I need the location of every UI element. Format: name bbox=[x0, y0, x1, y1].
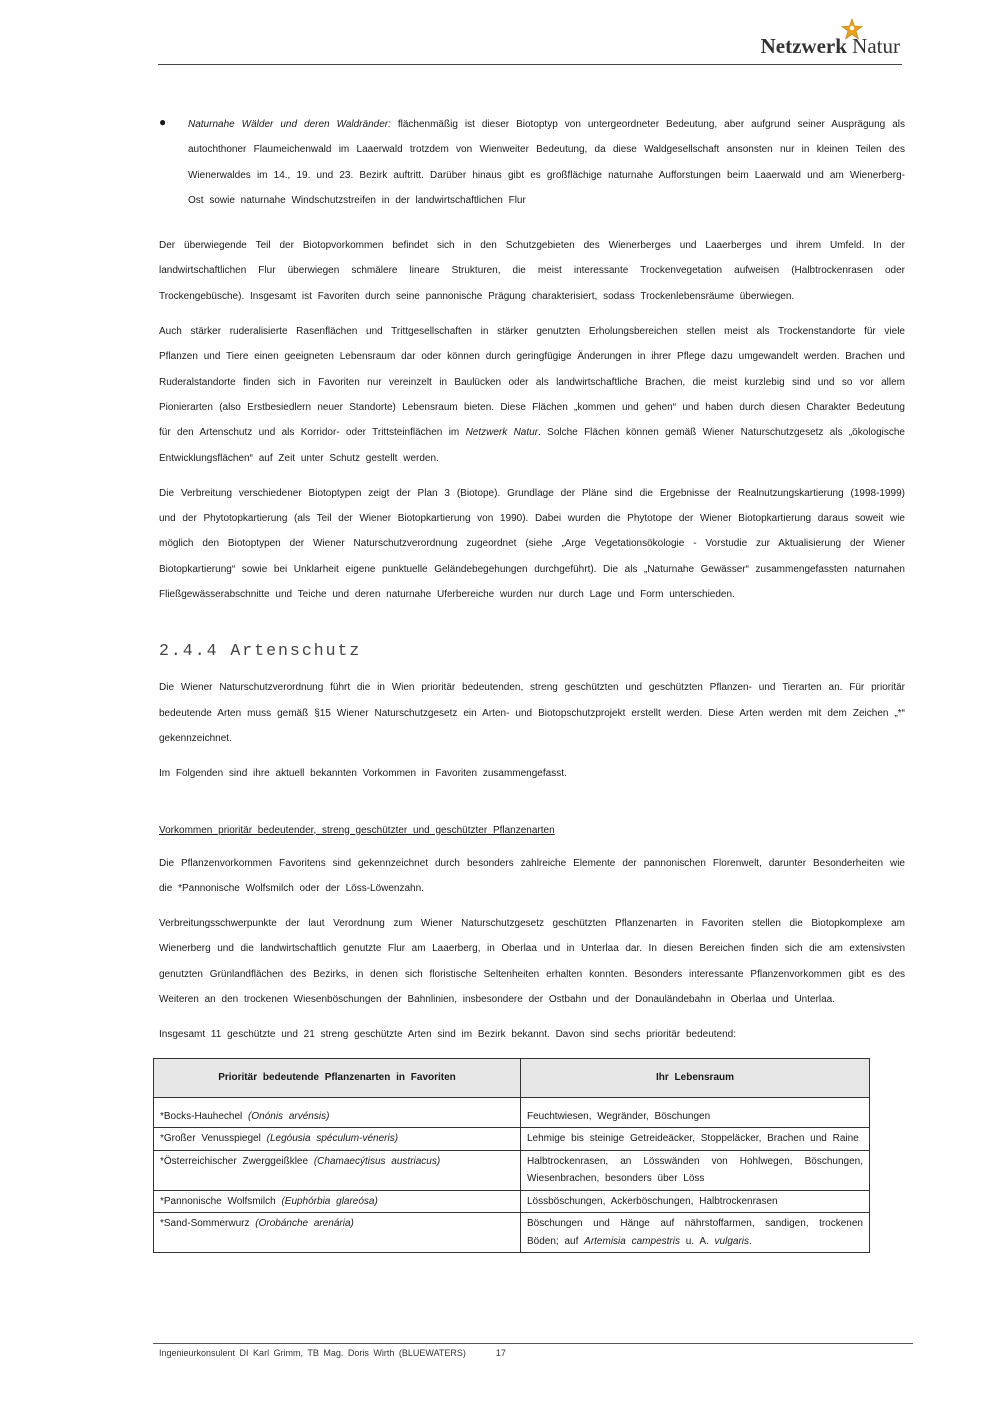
page-footer bbox=[153, 1343, 913, 1358]
paragraph: Der überwiegende Teil der Biotopvorkommen befindet sich in den Schutzgebieten des Wienerberges und Laaerberges und ihrem Umfeld. In der landwirtschaftlichen Flur überwiegen schmälere lineare Strukturen, die meist interessante Trockenvegetation aufweisen (Halbtrockenrasen oder Trockengebüsche). Insgesamt ist Favoriten durch seine pannonische Prägung charakterisiert, sodass Trockenlebensräume überwiegen. bbox=[159, 240, 905, 302]
paragraph: Im Folgenden sind ihre aktuell bekannten Vorkommen in Favoriten zusammengefasst. bbox=[159, 768, 567, 780]
species-cell: *Sand-Sommerwurz (Orobánche arenária) bbox=[154, 1213, 521, 1253]
footer-credits: Ingenieurkonsulent DI Karl Grimm, TB Mag. Doris Wirth (BLUEWATERS) bbox=[159, 1348, 466, 1358]
species-table bbox=[153, 1058, 870, 1254]
table-row bbox=[154, 1190, 870, 1213]
species-cell: *Österreichischer Zwerggeißklee (Chamaecýtisus austriacus) bbox=[154, 1150, 521, 1190]
habitat-cell: Lössböschungen, Ackerböschungen, Halbtrockenrasen bbox=[521, 1190, 870, 1213]
bullet-dot-icon: ● bbox=[159, 115, 167, 129]
paragraph: Die Verbreitung verschiedener Biotoptypen zeigt der Plan 3 (Biotope). Grundlage der Pläne sind die Ergebnisse der Realnutzungskartierung (1998-1999) und der Phytotopkartierung (als Teil der Wiener Biotopkartierung von 1990). Dabei wurden die Phytotope der Wiener Biotopkartierung daraus soweit wie möglich den Biotoptypen der Wiener Naturschutzverordnung zugeordnet (siehe „Arge Vegetationsökologie - Vorstudie zur Aktualisierung der Wiener Biotopkartierung“ sowie bei Unklarheit eigene punktuelle Geländebegehungen durchgeführt). Die als „Naturnahe Gewässer“ zusammengefassten naturnahen Fließgewässerabschnitte und Teiche und deren naturnahe Uferbereiche wurden nur durch Lage und Form unterschieden. bbox=[159, 487, 905, 601]
page-header bbox=[158, 18, 902, 65]
species-cell: *Großer Venusspiegel (Legóusia spéculum-véneris) bbox=[154, 1128, 521, 1151]
table-row bbox=[154, 1213, 870, 1253]
table-row bbox=[154, 1150, 870, 1190]
habitat-cell: Lehmige bis steinige Getreideäcker, Stoppeläcker, Brachen und Raine bbox=[521, 1128, 870, 1151]
table-header-row bbox=[154, 1058, 870, 1097]
page-number: 17 bbox=[495, 1348, 506, 1358]
section-heading: 2.4.4 Artenschutz bbox=[159, 641, 362, 661]
bullet-text: Naturnahe Wälder und deren Waldränder: flächenmäßig ist dieser Biotoptyp von untergeordneter Bedeutung, aber aufgrund seiner Ausprägung als autochthoner Flaumeichenwald im Laaerwald trotzdem von Wienweiter Bedeutung, da diese Waldgesellschaft ansonsten nur in kleinen Teilen des Wienerwaldes im 14., 19. und 23. Bezirk auftritt. Darüber hinaus gibt es großflächige naturnahe Aufforstungen beim Laaerwald und am Wienerberg-Ost sowie naturnahe Windschutzstreifen in der landwirtschaftlichen Flur bbox=[188, 119, 905, 206]
habitat-cell: Halbtrockenrasen, an Lösswänden von Hohlwegen, Böschungen, Wiesenbrachen, besonders über Löss bbox=[521, 1150, 870, 1190]
table-header: Prioritär bedeutende Pflanzenarten in Favoriten bbox=[154, 1058, 521, 1097]
subsection-heading: Vorkommen prioritär bedeutender, streng geschützter und geschützter Pflanzenarten bbox=[159, 824, 555, 836]
species-cell: *Pannonische Wolfsmilch (Euphórbia glareósa) bbox=[154, 1190, 521, 1213]
paragraph: Verbreitungsschwerpunkte der laut Verordnung zum Wiener Naturschutzgesetz geschützten Pflanzenarten in Favoriten stellen die Biotopkomplexe am Wienerberg und die landwirtschaftlich genutzte Flur am Laaerberg, in Oberlaa und in Unterlaa dar. In diesen Bereichen finden sich die am extensivsten genutzten Grünlandflächen des Bezirks, in denen sich floristische Seltenheiten erhalten konnten. Besonders interessante Pflanzenvorkommen gibt es des Weiteren an den trockenen Wiesenböschungen der Bahnlinien, insbesondere der Ostbahn und der Donauländebahn in Oberlaa und Unterlaa. bbox=[159, 918, 905, 1006]
table-row bbox=[154, 1097, 870, 1128]
bullet-item bbox=[159, 112, 905, 213]
paragraph: Die Pflanzenvorkommen Favoritens sind gekennzeichnet durch besonders zahlreiche Elemente der pannonischen Florenwelt, darunter Besonderheiten wie die *Pannonische Wolfsmilch oder der Löss-Löwenzahn. bbox=[159, 857, 905, 894]
netzwerk-natur-logo: Netzwerk Natur bbox=[760, 34, 900, 58]
habitat-cell: Böschungen und Hänge auf nährstoffarmen, sandigen, trockenen Böden; auf Artemisia campestris u. A. vulgaris. bbox=[521, 1213, 870, 1253]
species-cell: *Bocks-Hauhechel (Onónis arvénsis) bbox=[154, 1097, 521, 1128]
paragraph: Die Wiener Naturschutzverordnung führt die in Wien prioritär bedeutenden, streng geschützten und geschützten Pflanzen- und Tierarten an. Für prioritär bedeutende Arten muss gemäß §15 Wiener Naturschutzgesetz ein Arten- und Biotopschutzprojekt erstellt werden. Diese Arten werden mit dem Zeichen „*“ gekennzeichnet. bbox=[159, 682, 905, 744]
page-content bbox=[159, 112, 905, 1253]
table-header: Ihr Lebensraum bbox=[521, 1058, 870, 1097]
table-row bbox=[154, 1128, 870, 1151]
paragraph: Insgesamt 11 geschützte und 21 streng geschützte Arten sind im Bezirk bekannt. Davon sind sechs prioritär bedeutend: bbox=[159, 1029, 737, 1041]
habitat-cell: Feuchtwiesen, Wegränder, Böschungen bbox=[521, 1097, 870, 1128]
paragraph: Auch stärker ruderalisierte Rasenflächen und Trittgesellschaften in stärker genutzten Erholungsbereichen stellen meist als Trockenstandorte für viele Pflanzen und Tiere einen geeigneten Lebensraum dar oder können durch geringfügige Änderungen in ihrer Pflege dazu umgewandelt werden. Brachen und Ruderalstandorte finden sich in Favoriten nur vereinzelt in Baulücken oder als landwirtschaftliche Brachen, die meist kurzlebig sind und so vor allem Pionierarten (also Erstbesiedlern neuer Standorte) Lebensraum bieten. Diese Flächen „kommen und gehen“ und haben durch diesen Charakter Bedeutung für den Artenschutz und als Korridor- oder Trittsteinflächen im Netzwerk Natur. Solche Flächen können gemäß Wiener Naturschutzgesetz als „ökologische Entwicklungsflächen“ auf Zeit unter Schutz gestellt werden. bbox=[159, 326, 905, 464]
